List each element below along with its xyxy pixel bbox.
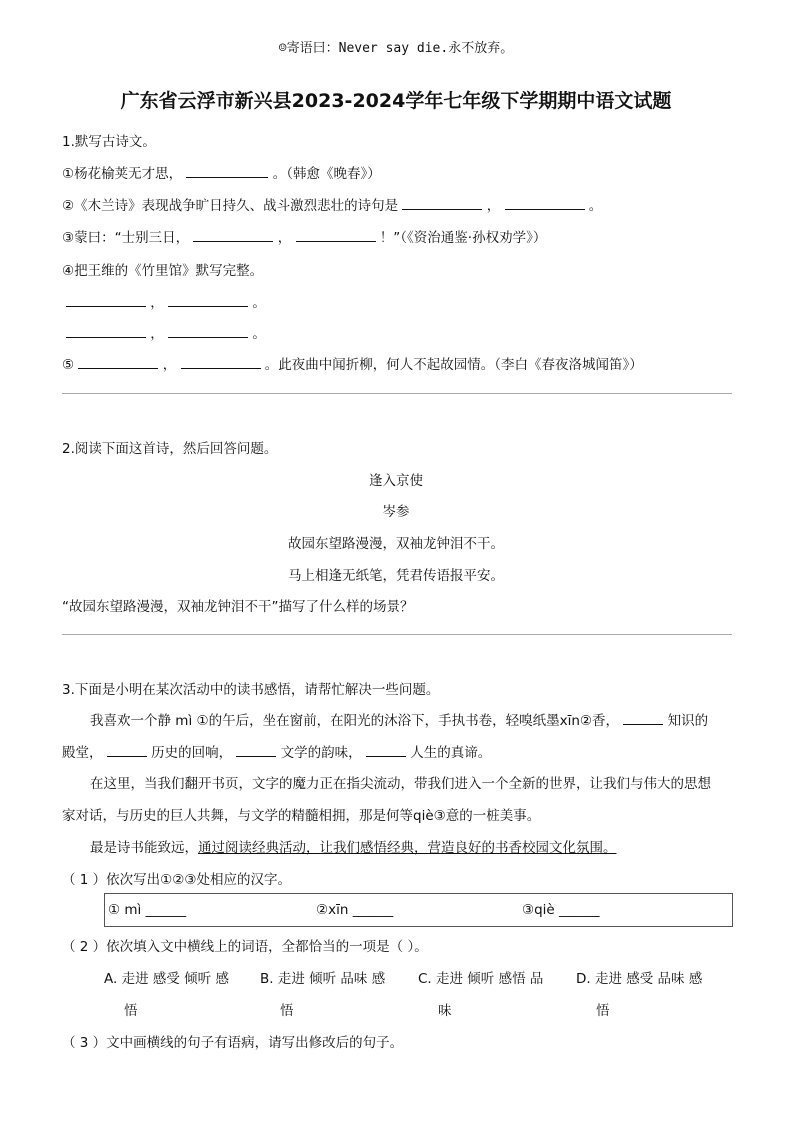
q1-item-3-text-c: ！”（《资治通鉴·孙权劝学》）: [379, 230, 547, 246]
q1-item-5: [62, 353, 643, 373]
divider: [62, 634, 732, 635]
q1-item-4: ④把王维的《竹里馆》默写完整。: [62, 263, 264, 279]
q1-item-1-text-a: ①杨花榆荚无才思，: [62, 166, 183, 182]
answer-blank[interactable]: [168, 294, 248, 307]
underlined-sentence: 通过阅读经典活动，让我们感悟经典，营造良好的书香校园文化氛围。: [198, 840, 617, 856]
option-c[interactable]: C. 走进 倾听 感悟 品: [418, 971, 544, 987]
answer-blank[interactable]: [402, 197, 482, 210]
q2-question: “故园东望路漫漫，双袖龙钟泪不干”描写了什么样的场景？: [62, 599, 414, 615]
answer-box-item-1[interactable]: ① mì ______: [108, 902, 187, 918]
q3-p5-text-a: 最是诗书能致远，: [90, 840, 198, 856]
option-b[interactable]: B. 走进 倾听 品味 感: [260, 971, 386, 987]
answer-blank[interactable]: [366, 744, 406, 757]
answer-blank[interactable]: [505, 197, 585, 210]
answer-blank[interactable]: [107, 744, 147, 757]
comma: ，: [150, 326, 164, 342]
poem-title: 逢入京使: [369, 473, 423, 489]
option-b-cont: 悟: [280, 1003, 294, 1019]
q1-heading: 1.默写古诗文。: [62, 134, 156, 150]
q3-p2-text-a: 殿堂，: [62, 745, 103, 761]
answer-blank[interactable]: [66, 294, 146, 307]
q3-p2-text-c: 文学的韵味，: [280, 745, 362, 761]
q3-heading: 3.下面是小明在某次活动中的读书感悟，请帮忙解决一些问题。: [62, 682, 440, 698]
answer-blank[interactable]: [168, 325, 248, 338]
option-a[interactable]: A. 走进 感受 倾听 感: [104, 971, 229, 987]
option-c-cont: 味: [438, 1003, 452, 1019]
period: 。: [252, 326, 266, 342]
q3-sub-3: （ 3 ）文中画横线的句子有语病，请写出修改后的句子。: [62, 1035, 404, 1051]
poem-line-1: 故园东望路漫漫，双袖龙钟泪不干。: [288, 536, 504, 552]
divider: [62, 393, 732, 394]
q1-item-2-text-a: ②《木兰诗》表现战争旷日持久、战斗激烈悲壮的诗句是: [62, 198, 399, 214]
q1-item-3-text-b: ，: [277, 230, 292, 246]
q3-p1-text-a: 我喜欢一个静 mì ①的午后，坐在窗前，在阳光的沐浴下，手执书卷，轻嗅纸墨xīn②香，: [90, 713, 619, 729]
answer-blank[interactable]: [66, 325, 146, 338]
q3-sub-1: （ 1 ）依次写出①②③处相应的汉字。: [62, 872, 291, 888]
answer-blank[interactable]: [236, 744, 276, 757]
q3-paragraph-1: [90, 709, 708, 729]
motto: ☺寄语曰：Never say die.永不放弃。: [278, 41, 514, 56]
q1-item-3: [62, 226, 546, 246]
option-a-cont: 悟: [124, 1003, 138, 1019]
q3-paragraph-2-cont: 家对话，与历史的巨人共舞，与文学的精髓相拥，那是何等qiè③意的一桩美事。: [62, 808, 541, 824]
answer-blank[interactable]: [193, 229, 273, 242]
q3-p2-text-b: 历史的回响，: [151, 745, 233, 761]
q1-item-3-text-a: ③蒙曰：“士别三日，: [62, 230, 190, 246]
answer-blank[interactable]: [186, 165, 268, 178]
answer-blank[interactable]: [623, 712, 663, 725]
answer-box-item-2[interactable]: ②xīn ______: [316, 902, 394, 918]
q3-sub-2: （ 2 ）依次填入文中横线上的词语，全都恰当的一项是（ ）。: [62, 939, 428, 955]
answer-box-item-3[interactable]: ③qiè ______: [522, 902, 600, 918]
q1-item-5-text-a: ⑤: [62, 357, 75, 373]
q3-paragraph-1-cont: [62, 741, 491, 761]
q1-item-1-text-b: 。（韩愈《晚春》）: [272, 166, 381, 182]
q1-item-5-text-c: 。此夜曲中闻折柳，何人不起故园情。（李白《春夜洛城闻笛》）: [264, 357, 643, 373]
q1-item-4-line-1: [66, 291, 266, 311]
q1-item-4-line-2: [66, 322, 266, 342]
poem-author: 岑参: [382, 504, 410, 520]
answer-blank[interactable]: [296, 229, 376, 242]
comma: ，: [150, 295, 164, 311]
q2-heading: 2.阅读下面这首诗，然后回答问题。: [62, 441, 278, 457]
q1-item-2-text-c: 。: [588, 198, 603, 214]
answer-box: [104, 893, 733, 927]
poem-line-2: 马上相逢无纸笔，凭君传语报平安。: [288, 568, 504, 584]
answer-blank[interactable]: [181, 356, 261, 369]
q1-item-1: [62, 162, 381, 182]
q3-p1-text-b: 知识的: [667, 713, 709, 729]
option-d-cont: 悟: [596, 1003, 610, 1019]
q1-item-2: [62, 194, 602, 214]
q1-item-5-text-b: ，: [162, 357, 177, 373]
page-title: 广东省云浮市新兴县2023-2024学年七年级下学期期中语文试题: [120, 90, 672, 112]
answer-blank[interactable]: [78, 356, 158, 369]
q3-p2-text-d: 人生的真谛。: [410, 745, 492, 761]
q3-paragraph-2: 在这里，当我们翻开书页，文字的魔力正在指尖流动，带我们进入一个全新的世界，让我们与伟大的思想: [90, 776, 711, 792]
q1-item-2-text-b: ，: [486, 198, 501, 214]
q3-paragraph-3: [90, 836, 617, 856]
period: 。: [252, 295, 266, 311]
option-d[interactable]: D. 走进 感受 品味 感: [576, 971, 703, 987]
